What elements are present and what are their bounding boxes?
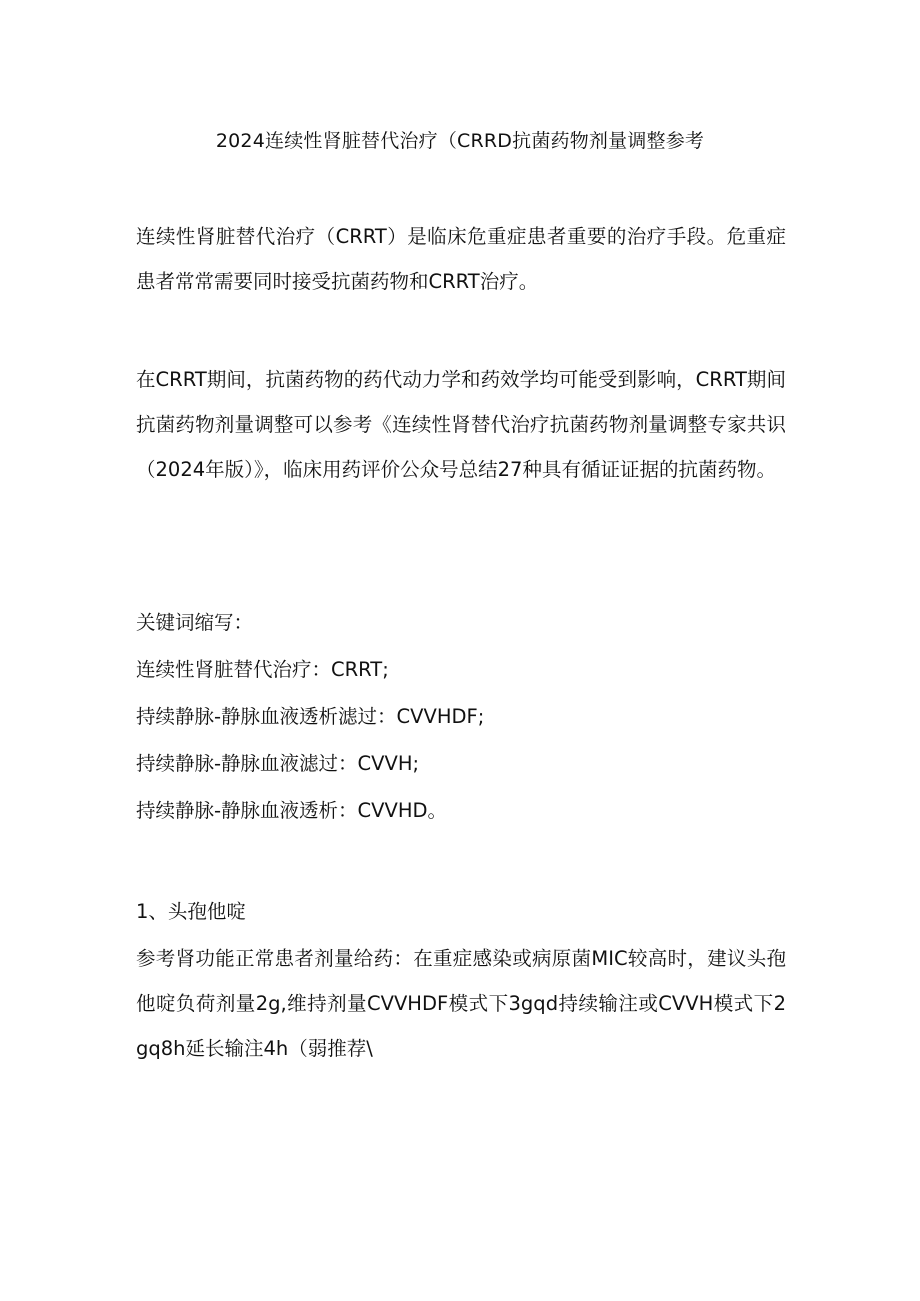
intro-paragraph: 连续性肾脏替代治疗（CRRT）是临床危重症患者重要的治疗手段。危重症患者常常需要同时接受抗菌药物和CRRT治疗。 (136, 225, 786, 293)
keyword-item-cvvhdf: 持续静脉-静脉血液透析滤过：CVVHDF; (136, 705, 485, 728)
keyword-item-cvvh: 持续静脉-静脉血液滤过：CVVH; (136, 752, 420, 775)
section-body-ceftazidime: 参考肾功能正常患者剂量给药：在重症感染或病原菌MIC较高时，建议头孢他啶负荷剂量2g,维持剂量CVVHDF模式下3gqd持续输注或CVVH模式下2gq8h延长输注4h（弱推荐\ (136, 947, 786, 1060)
keyword-item-cvvhd: 持续静脉-静脉血液透析：CVVHD。 (136, 799, 448, 822)
keywords-heading: 关键词缩写： (136, 611, 254, 634)
keyword-item-crrt: 连续性肾脏替代治疗：CRRT; (136, 658, 389, 681)
section-heading-ceftazidime: 1、头孢他啶 (136, 900, 246, 923)
context-paragraph: 在CRRT期间，抗菌药物的药代动力学和药效学均可能受到影响，CRRT期间抗菌药物剂量调整可以参考《连续性肾替代治疗抗菌药物剂量调整专家共识（2024年版）》，临床用药评价公众号总结27种具有循证证据的抗菌药物。 (136, 368, 786, 481)
document-title: 2024连续性肾脏替代治疗（CRRD抗菌药物剂量调整参考 (215, 130, 705, 152)
